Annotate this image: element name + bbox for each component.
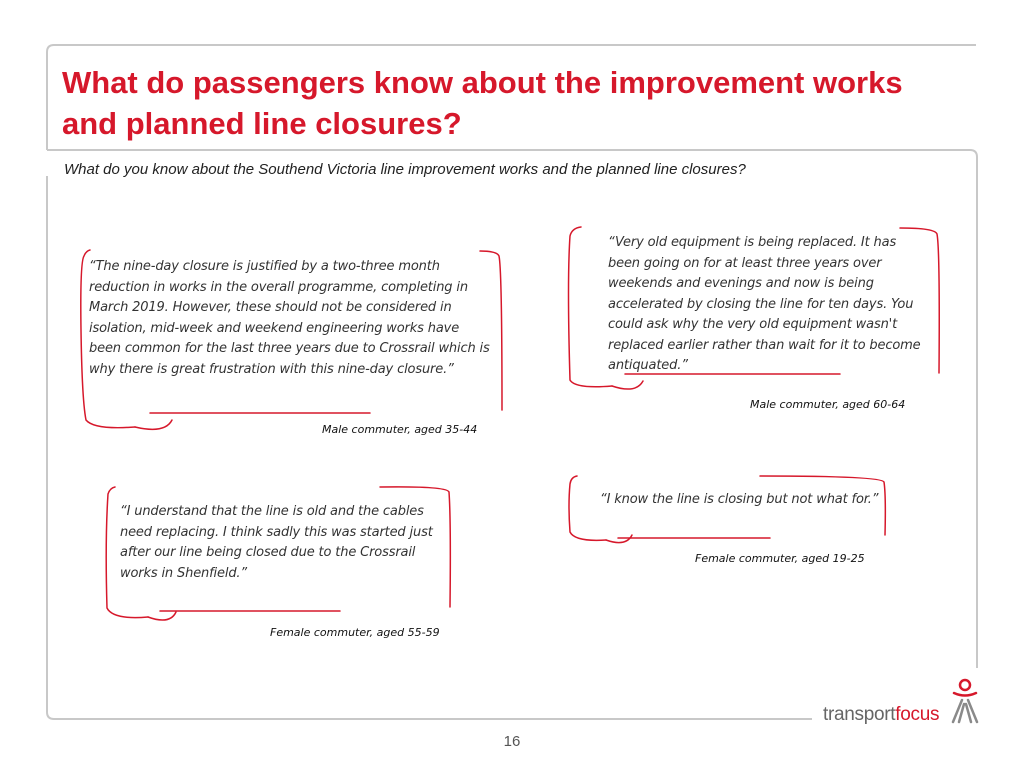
logo-text-transport: transport: [823, 704, 896, 725]
logo-figure-icon: [950, 678, 980, 724]
quote-text-2: “Very old equipment is being replaced. It has been going on for at least three years over weekends and evenings and now is being accelerated by closing the line for ten days. You could ask why the very old equipment wasn't replaced earlier rather than wait for it to become antiquated.”: [608, 235, 921, 373]
transportfocus-logo: [823, 678, 983, 728]
slide-title: What do passengers know about the improvement works and planned line closures?: [62, 65, 903, 141]
quote-attribution-4: Female commuter, aged 19-25: [695, 552, 865, 565]
logo-text-focus: focus: [895, 704, 940, 725]
quote-text-4: “I know the line is closing but not what for.”: [600, 492, 879, 507]
quote-text-1: “The nine-day closure is justified by a two-three month reduction in works in the overall programme, completing in March 2019. However, these should not be considered in isolation, mid-week and weekend engineering works have been common for the last three years due to Crossrail which is why there is great frustration with this nine-day closure.”: [89, 259, 490, 377]
quote-text-3: “I understand that the line is old and the cables need replacing. I think sadly this was started just after our line being closed due to the Crossrail works in Shenfield.”: [120, 504, 433, 581]
survey-question: What do you know about the Southend Victoria line improvement works and the planned line closures?: [64, 161, 746, 178]
quote-attribution-2: Male commuter, aged 60-64: [750, 398, 906, 411]
quote-attribution-1: Male commuter, aged 35-44: [322, 423, 478, 436]
page-number: 16: [503, 733, 521, 750]
quote-attribution-3: Female commuter, aged 55-59: [270, 626, 440, 639]
